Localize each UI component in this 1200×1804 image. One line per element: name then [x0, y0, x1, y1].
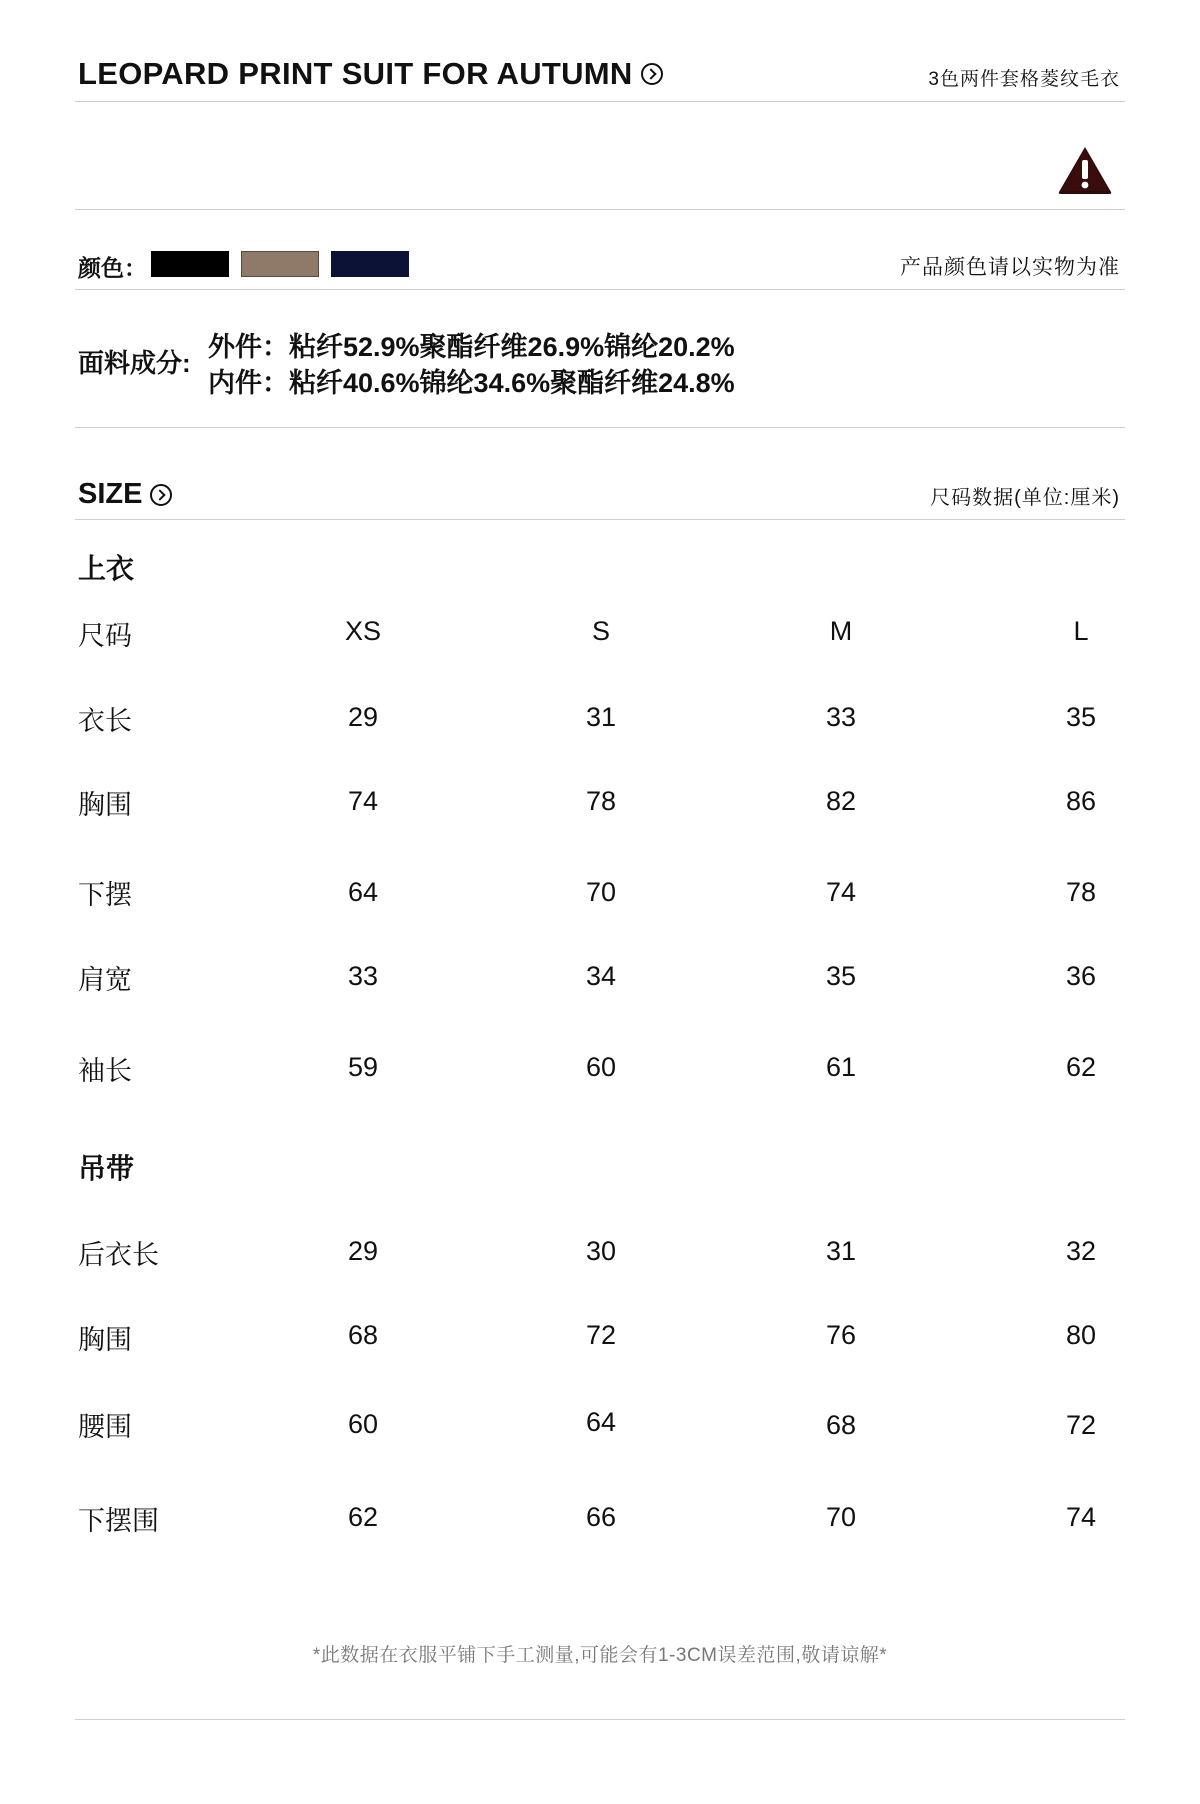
table-cell: 35 [825, 961, 857, 991]
table-cell: 74 [1065, 1502, 1097, 1532]
table-cell: 64 [585, 1407, 617, 1437]
table-cell: 60 [585, 1052, 617, 1082]
row-label: 衣长 [78, 706, 132, 736]
table-cell: 33 [347, 961, 379, 991]
divider [75, 1719, 1125, 1720]
table-cell: 70 [585, 877, 617, 907]
divider [75, 209, 1125, 210]
table-cell: 82 [825, 786, 857, 816]
divider [75, 427, 1125, 428]
color-swatch-navy [331, 251, 409, 277]
row-label: 胸围 [78, 790, 132, 820]
size-header-s: S [591, 616, 610, 646]
table-cell: 32 [1065, 1236, 1097, 1266]
page-title [78, 56, 663, 92]
divider [75, 519, 1125, 520]
divider [75, 289, 1125, 290]
size-unit: 尺码数据(单位:厘米) [930, 487, 1120, 509]
row-label: 下摆围 [78, 1506, 159, 1536]
table-cell: 61 [825, 1052, 857, 1082]
table-cell: 74 [347, 786, 379, 816]
table-cell: 60 [347, 1409, 379, 1439]
fabric-outer: 外件：粘纤52.9%聚酯纤维26.9%锦纶20.2% [208, 332, 735, 362]
table-cell: 68 [825, 1410, 857, 1440]
footnote: *此数据在衣服平铺下手工测量,可能会有1-3CM误差范围,敬请谅解* [312, 1645, 888, 1666]
size-header-m: M [829, 616, 853, 646]
circle-arrow-icon [641, 63, 663, 85]
size-header-xs: XS [344, 616, 382, 646]
row-label: 下摆 [78, 880, 132, 910]
table-cell: 68 [347, 1320, 379, 1350]
page-title-text: LEOPARD PRINT SUIT FOR AUTUMN [78, 56, 633, 91]
table-cell: 76 [825, 1320, 857, 1350]
table-cell: 31 [585, 702, 617, 732]
table-cell: 78 [585, 786, 617, 816]
row-label: 袖长 [78, 1056, 132, 1086]
table-cell: 31 [825, 1236, 857, 1266]
color-label: 颜色： [78, 255, 147, 281]
divider [75, 101, 1125, 102]
table-cell: 74 [825, 877, 857, 907]
row-label: 腰围 [78, 1412, 132, 1442]
fabric-inner: 内件：粘纤40.6%锦纶34.6%聚酯纤维24.8% [208, 368, 735, 398]
size-header-l: L [1073, 616, 1089, 646]
table-cell: 62 [1065, 1052, 1097, 1082]
table-cell: 59 [347, 1052, 379, 1082]
warning-icon [1057, 145, 1113, 195]
size-title [78, 478, 172, 511]
table-cell: 35 [1065, 702, 1097, 732]
table-cell: 70 [825, 1502, 857, 1532]
row-label: 胸围 [78, 1325, 132, 1355]
row-label: 后衣长 [78, 1240, 159, 1270]
table-cell: 72 [1065, 1410, 1097, 1440]
section-heading-cami: 吊带 [78, 1153, 135, 1184]
table-cell: 64 [347, 877, 379, 907]
table-cell: 29 [347, 1236, 379, 1266]
table-cell: 30 [585, 1236, 617, 1266]
circle-arrow-icon [150, 484, 172, 506]
size-title-text: SIZE [78, 478, 143, 510]
color-note: 产品颜色请以实物为准 [900, 256, 1120, 279]
table-cell: 36 [1065, 961, 1097, 991]
color-swatch-black [151, 251, 229, 277]
fabric-label: 面料成分: [78, 348, 191, 378]
table-cell: 34 [585, 961, 617, 991]
table-cell: 66 [585, 1502, 617, 1532]
table-cell: 72 [585, 1320, 617, 1350]
row-label: 肩宽 [78, 965, 132, 995]
table-cell: 80 [1065, 1320, 1097, 1350]
section-heading-top: 上衣 [78, 553, 135, 584]
table-cell: 62 [347, 1502, 379, 1532]
product-subtitle: 3色两件套格菱纹毛衣 [928, 69, 1120, 90]
table-cell: 86 [1065, 786, 1097, 816]
color-swatch-taupe [241, 251, 319, 277]
table-cell: 78 [1065, 877, 1097, 907]
table-cell: 29 [347, 702, 379, 732]
size-header-label: 尺码 [78, 621, 132, 651]
table-cell: 33 [825, 702, 857, 732]
